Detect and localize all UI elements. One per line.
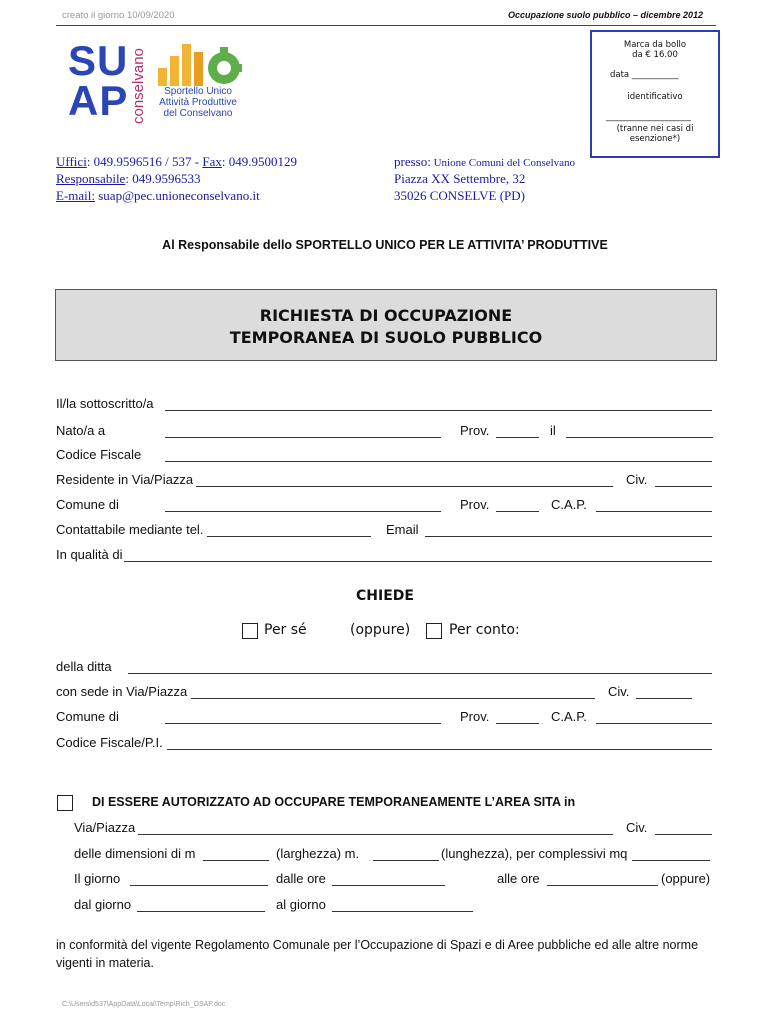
authorization-checkbox[interactable] [57, 795, 73, 811]
label-codice-fiscale: Codice Fiscale [56, 447, 142, 462]
label-auth-civ: Civ. [626, 820, 648, 835]
label-sede: con sede in Via/Piazza [56, 684, 188, 699]
contact-responsabile [56, 171, 200, 187]
per-se-checkbox[interactable] [242, 623, 258, 639]
label-company-cap: C.A.P. [551, 709, 587, 724]
field-cap[interactable] [596, 511, 712, 512]
field-company-prov[interactable] [496, 723, 539, 724]
oppure-label: (oppure) [350, 622, 411, 638]
email-label: E-mail: [56, 188, 95, 203]
contact-presso [394, 154, 575, 170]
label-oppure: (oppure) [661, 871, 711, 886]
label-auth-via: Via/Piazza [74, 820, 136, 835]
email-value[interactable]: suap@pec.unioneconselvano.it [95, 188, 260, 203]
field-sede[interactable] [191, 698, 595, 699]
field-comune-prov[interactable] [496, 511, 539, 512]
logo-graphic-icon [150, 38, 242, 88]
field-auth-via[interactable] [138, 834, 613, 835]
fax-value: : 049.9500129 [221, 154, 297, 169]
field-tel[interactable] [207, 536, 371, 537]
logo-conselvano: conselvano [130, 48, 147, 124]
label-residente-civ: Civ. [626, 472, 648, 487]
label-dal-giorno: dal giorno [74, 897, 132, 912]
label-ditta: della ditta [56, 659, 112, 674]
document-header-title: Occupazione suolo pubblico – dicembre 2012 [508, 10, 704, 20]
chiede-title: CHIEDE [356, 588, 414, 604]
field-sottoscritto[interactable] [165, 410, 712, 411]
stamp-data: data ___________ [610, 70, 679, 80]
logo-line1: Sportello Unico [164, 86, 232, 97]
title-box [55, 289, 717, 361]
contact-email [56, 188, 260, 204]
label-sottoscritto: Il/la sottoscritto/a [56, 396, 154, 411]
field-nato-prov[interactable] [496, 437, 539, 438]
logo-su: SU [68, 37, 129, 84]
field-dalle[interactable] [332, 885, 445, 886]
field-cf-pi[interactable] [167, 749, 712, 750]
stamp-blank: ____________________ [606, 112, 691, 122]
header-rule [56, 25, 716, 26]
label-nato-prov: Prov. [460, 423, 490, 438]
contact-address1: Piazza XX Settembre, 32 [394, 171, 526, 186]
field-sede-civ[interactable] [636, 698, 692, 699]
title-line1: RICHIESTA DI OCCUPAZIONE [259, 306, 513, 325]
field-alle[interactable] [547, 885, 658, 886]
uffici-value: : 049.9596516 / 537 - [86, 154, 203, 169]
field-dal-giorno[interactable] [137, 911, 265, 912]
per-conto-checkbox[interactable] [426, 623, 442, 639]
logo-ap: AP [68, 77, 129, 124]
label-residente: Residente in Via/Piazza [56, 472, 194, 487]
label-dimensioni: delle dimensioni di m [74, 846, 196, 861]
field-comune[interactable] [165, 511, 441, 512]
field-nato[interactable] [165, 437, 441, 438]
label-sede-civ: Civ. [608, 684, 630, 699]
creation-date: creato il giorno 10/09/2020 [62, 10, 175, 21]
label-comune: Comune di [56, 497, 119, 512]
field-auth-civ[interactable] [655, 834, 712, 835]
label-dalle: dalle ore [276, 871, 326, 886]
field-al-giorno[interactable] [332, 911, 473, 912]
fax-label: Fax [202, 154, 222, 169]
label-al-giorno: al giorno [276, 897, 326, 912]
authorization-title: DI ESSERE AUTORIZZATO AD OCCUPARE TEMPORANEAMENTE L’AREA SITA in [92, 795, 576, 809]
label-company-comune: Comune di [56, 709, 119, 724]
label-cap: C.A.P. [551, 497, 587, 512]
conformity-line2: vigenti in materia. [56, 956, 154, 970]
stamp-box [590, 30, 720, 158]
logo-line2: Attività Produttive [159, 97, 237, 108]
footer-path: C:\Users\d537\AppData\Local\Temp\Rich_OSAP.doc [62, 1001, 226, 1008]
label-nato-il: il [550, 423, 556, 438]
label-larghezza: (larghezza) m. [276, 846, 360, 861]
per-se-label: Per sé [264, 622, 307, 638]
field-company-cap[interactable] [596, 723, 712, 724]
per-conto-label: Per conto: [449, 622, 520, 638]
logo-line3: del Conselvano [163, 108, 233, 119]
field-larghezza[interactable] [203, 860, 269, 861]
resp-label: Responsabile [56, 171, 126, 186]
field-mq[interactable] [632, 860, 710, 861]
stamp-note1: (tranne nei casi di [616, 124, 694, 134]
contact-address2: 35026 CONSELVE (PD) [394, 188, 525, 203]
label-company-prov: Prov. [460, 709, 490, 724]
uffici-label: Uffici [56, 154, 87, 169]
field-giorno[interactable] [130, 885, 268, 886]
presso-value: Unione Comuni del Conselvano [430, 157, 576, 169]
stamp-identificativo: identificativo [627, 92, 683, 102]
field-residente[interactable] [196, 486, 613, 487]
field-residente-civ[interactable] [655, 486, 712, 487]
label-email: Email [386, 522, 419, 537]
field-nato-il[interactable] [566, 437, 713, 438]
presso-label: presso: [394, 154, 431, 169]
label-lunghezza: (lunghezza), per complessivi mq [441, 846, 628, 861]
field-company-comune[interactable] [165, 723, 441, 724]
title-line2: TEMPORANEA DI SUOLO PUBBLICO [229, 328, 543, 347]
label-qualita: In qualità di [56, 547, 123, 562]
label-comune-prov: Prov. [460, 497, 490, 512]
stamp-line1: Marca da bollo [623, 40, 687, 50]
resp-value: : 049.9596533 [125, 171, 201, 186]
label-tel: Contattabile mediante tel. [56, 522, 204, 537]
stamp-note2: esenzione*) [629, 134, 681, 144]
field-codice-fiscale[interactable] [165, 461, 712, 462]
contact-uffici [56, 154, 297, 170]
label-cf-pi: Codice Fiscale/P.I. [56, 735, 163, 750]
addressee: Al Responsabile dello SPORTELLO UNICO PER LE ATTIVITA’ PRODUTTIVE [162, 238, 608, 252]
conformity-line1: in conformità del vigente Regolamento Comunale per l’Occupazione di Spazi e di Aree pubbliche ed alle altre norme [56, 938, 699, 952]
label-nato: Nato/a a [56, 423, 106, 438]
field-ditta[interactable] [128, 673, 712, 674]
field-qualita[interactable] [124, 561, 712, 562]
stamp-line2: da € 16.00 [632, 50, 678, 60]
field-email[interactable] [425, 536, 712, 537]
label-giorno: Il giorno [74, 871, 121, 886]
label-alle: alle ore [497, 871, 540, 886]
field-lunghezza[interactable] [373, 860, 439, 861]
